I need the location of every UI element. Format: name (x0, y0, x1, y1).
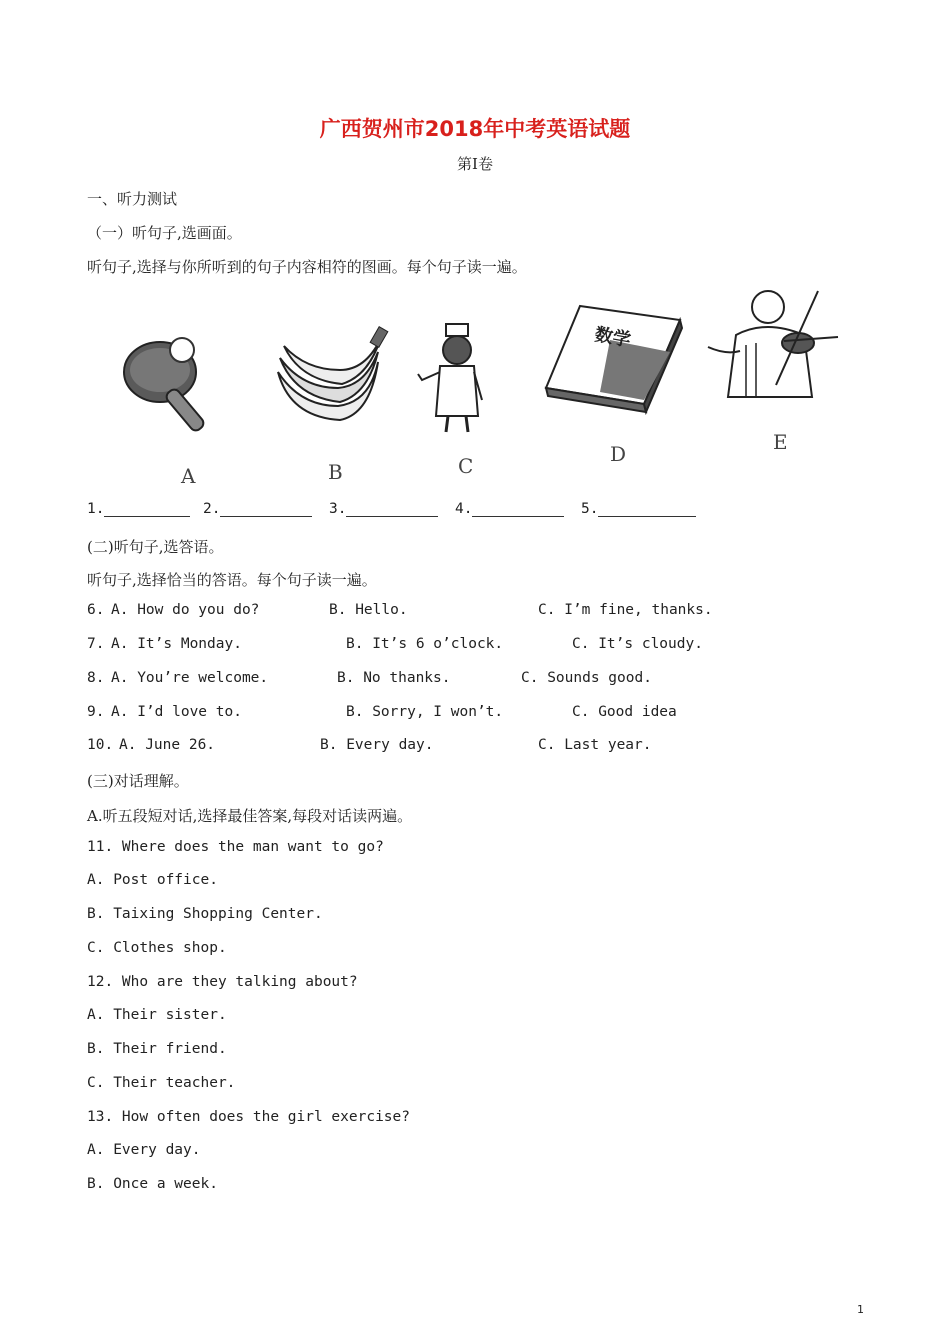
question-number: 7. (87, 636, 114, 652)
part1-instruction: 听句子,选择与你所听到的句子内容相符的图画。每个句子读一遍。 (87, 258, 527, 276)
option-c: C. Good idea (572, 704, 677, 720)
bananas-icon (270, 322, 395, 432)
option-a: A. It’s Monday. (111, 636, 242, 652)
page-title: 广西贺州市2018年中考英语试题 (319, 117, 631, 141)
dialog-option: C. Their teacher. (87, 1075, 236, 1091)
question-number: 8. (87, 670, 114, 686)
question-number: 6. (87, 602, 114, 618)
blank-number: 3. (329, 501, 347, 517)
part2-heading: (二)听句子,选答语。 (87, 538, 224, 556)
ping-pong-paddle-icon (118, 330, 238, 440)
page-number: 1 (857, 1303, 864, 1316)
option-c: C. Last year. (538, 737, 652, 753)
dialog-option: B. Taixing Shopping Center. (87, 906, 323, 922)
page-subtitle: 第I卷 (457, 155, 493, 173)
option-a: A. How do you do? (111, 602, 260, 618)
dialog-option: A. Every day. (87, 1142, 201, 1158)
option-c: C. Sounds good. (521, 670, 652, 686)
doctor-icon (412, 320, 502, 440)
option-a: A. You’re welcome. (111, 670, 269, 686)
picture-letter: C (458, 454, 474, 478)
picture-letter: B (328, 460, 343, 484)
picture-letter: A (181, 464, 196, 488)
picture-letter: E (773, 430, 788, 454)
dialog-option: B. Their friend. (87, 1041, 227, 1057)
violin-player-icon (706, 285, 846, 400)
option-a: A. June 26. (119, 737, 216, 753)
answer-blank-2[interactable] (203, 500, 312, 517)
option-c: C. I’m fine, thanks. (538, 602, 713, 618)
option-b: B. No thanks. (337, 670, 451, 686)
question-number: 9. (87, 704, 114, 720)
part3-instruction: A.听五段短对话,选择最佳答案,每段对话读两遍。 (87, 807, 413, 825)
answer-blank-3[interactable] (329, 500, 438, 517)
option-c: C. It’s cloudy. (572, 636, 703, 652)
option-b: B. It’s 6 o’clock. (346, 636, 504, 652)
book-title-text: 数学 (593, 324, 633, 352)
dialog-question: 13. How often does the girl exercise? (87, 1109, 411, 1125)
answer-blank-5[interactable] (581, 500, 696, 517)
dialog-question: 12. Who are they talking about? (87, 974, 358, 990)
dialog-option: A. Their sister. (87, 1007, 227, 1023)
section-heading: 一、听力测试 (87, 190, 178, 208)
option-b: B. Every day. (320, 737, 434, 753)
math-book-icon (540, 300, 685, 415)
blank-number: 2. (203, 501, 221, 517)
part1-heading: （一）听句子,选画面。 (87, 224, 242, 242)
option-b: B. Sorry, I won’t. (346, 704, 504, 720)
blank-number: 1. (87, 501, 105, 517)
dialog-option: A. Post office. (87, 872, 218, 888)
dialog-option: C. Clothes shop. (87, 940, 227, 956)
part3-heading: (三)对话理解。 (87, 772, 189, 790)
question-number: 10. (87, 737, 122, 753)
answer-blank-1[interactable] (87, 500, 190, 517)
picture-letter: D (610, 442, 627, 466)
dialog-question: 11. Where does the man want to go? (87, 839, 384, 855)
option-a: A. I’d love to. (111, 704, 242, 720)
answer-blank-4[interactable] (455, 500, 564, 517)
blank-number: 4. (455, 501, 473, 517)
part2-instruction: 听句子,选择恰当的答语。每个句子读一遍。 (87, 571, 377, 589)
blank-number: 5. (581, 501, 599, 517)
option-b: B. Hello. (329, 602, 408, 618)
dialog-option: B. Once a week. (87, 1176, 218, 1192)
